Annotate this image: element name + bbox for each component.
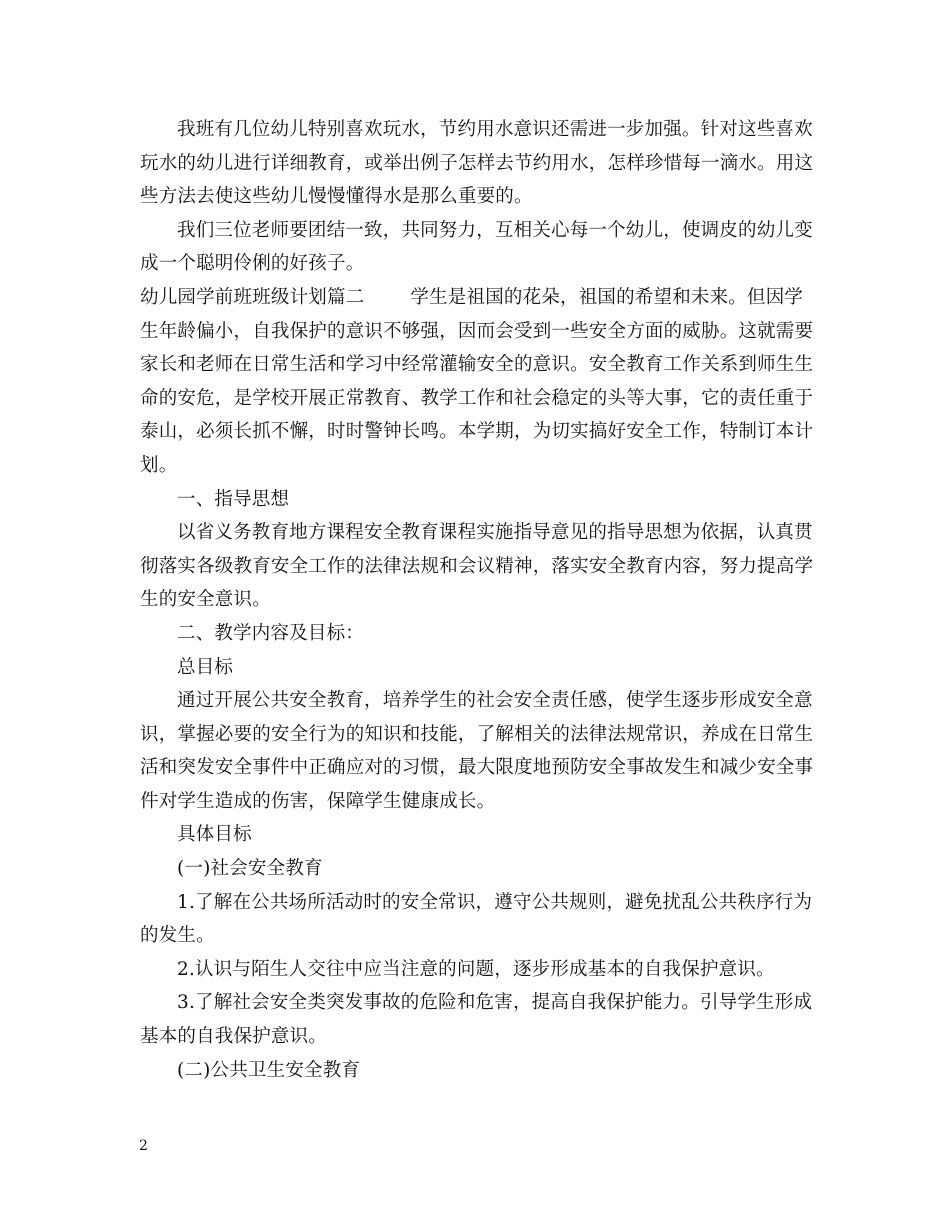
heading-teaching-content: 二、教学内容及目标： (177, 622, 365, 644)
paragraph-safety-intro: 学生是祖国的花朵，祖国的希望和未来。但因学生年龄偏小，自我保护的意识不够强，因而会受到一些安全方面的威胁。这就需要家长和老师在日常生活和学习中经常灌输安全的意识。安全教育工作关系到师生生命的安危，是学校开展正常教育、教学工作和社会稳定的头等大事，它的责任重于泰山，必须长抓不懈，时时警钟长鸣。本学期，为切实搞好安全工作，特制订本计划。 (140, 286, 814, 476)
paragraph-water-saving: 我班有几位幼儿特别喜欢玩水，节约用水意识还需进一步加强。针对这些喜欢玩水的幼儿进行详细教育，或举出例子怎样去节约用水，怎样珍惜每一滴水。用这些方法去使这些幼儿慢慢懂得水是那么重要的。 (140, 119, 814, 208)
paragraph-plan-two-intro (140, 281, 820, 483)
page-number: 2 (139, 1138, 148, 1154)
paragraph-general-goal: 通过开展公共安全教育，培养学生的社会安全责任感，使学生逐步形成安全意识，掌握必要的安全行为的知识和技能，了解相关的法律法规常识，养成在日常生活和突发安全事件中正确应对的习惯，最大限度地预防安全事故发生和减少安全事件对学生造成的伤害，保障学生健康成长。 (140, 690, 814, 812)
heading-specific-goals: 具体目标 (177, 824, 252, 846)
heading-public-health-safety: (二)公共卫生安全教育 (177, 1059, 361, 1081)
list-item-1: 1.了解在公共场所活动时的安全常识，遵守公共规则，避免扰乱公共秩序行为的发生。 (140, 891, 813, 947)
paragraph-teachers-unity: 我们三位老师要团结一致，共同努力，互相关心每一个幼儿，使调皮的幼儿变成一个聪明伶俐的好孩子。 (140, 219, 813, 275)
paragraph-guiding-thought: 以省义务教育地方课程安全教育课程实施指导意见的指导思想为依据，认真贯彻落实各级教育安全工作的法律法规和会议精神，落实安全教育内容，努力提高学生的安全意识。 (140, 522, 814, 611)
heading-guiding-thought: 一、指导思想 (177, 488, 290, 510)
list-item-2: 2.认识与陌生人交往中应当注意的问题，逐步形成基本的自我保护意识。 (177, 958, 775, 980)
section-heading-plan-two: 幼儿园学前班班级计划篇二 (140, 286, 365, 308)
document-body (140, 113, 820, 1087)
heading-general-goal: 总目标 (177, 656, 234, 678)
heading-social-safety: (一)社会安全教育 (177, 858, 323, 880)
list-item-3: 3.了解社会安全类突发事故的危险和危害，提高自我保护能力。引导学生形成基本的自我保护意识。 (140, 992, 813, 1048)
